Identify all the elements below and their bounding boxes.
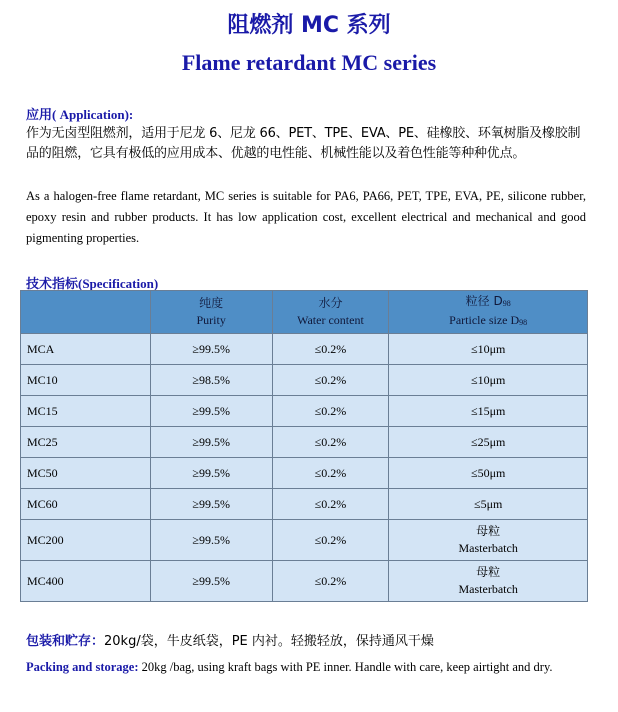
cell-size: ≤5μm: [389, 489, 588, 520]
cell-purity: ≥99.5%: [150, 489, 272, 520]
header-model: [21, 291, 151, 334]
packing-label-cn: 包装和贮存：: [26, 634, 105, 649]
cell-water: ≤0.2%: [272, 458, 389, 489]
cell-size: [389, 561, 588, 602]
specification-table: [20, 290, 588, 602]
cell-water: ≤0.2%: [272, 561, 389, 602]
cell-water: ≤0.2%: [272, 427, 389, 458]
cell-model: MC60: [21, 489, 151, 520]
application-text-chinese: 作为无卤型阻燃剂，适用于尼龙 6、尼龙 66、PET、TPE、EVA、PE、硅橡胶、环氧树脂及橡胶制品的阻燃，它具有极低的应用成本、优越的电性能、机械性能以及着色性能等种种优点。: [26, 126, 581, 161]
packing-chinese: [26, 630, 434, 649]
cell-model: MC200: [21, 520, 151, 561]
cell-purity: ≥99.5%: [150, 520, 272, 561]
cell-size: [389, 520, 588, 561]
cell-model: MC400: [21, 561, 151, 602]
packing-text-cn: 20kg/袋，牛皮纸袋，PE 内衬。轻搬轻放，保持通风干燥: [104, 634, 434, 649]
cell-size: ≤15μm: [389, 396, 588, 427]
cell-model: MCA: [21, 334, 151, 365]
cell-purity: ≥99.5%: [150, 334, 272, 365]
header-particle-size: [389, 291, 588, 334]
header-purity-en: Purity: [196, 313, 226, 327]
header-purity: [150, 291, 272, 334]
cell-model: MC50: [21, 458, 151, 489]
application-text-english: As a halogen-free flame retardant, MC series is suitable for PA6, PA66, PET, TPE, EVA, PE, silicone rubber, epoxy resin and rubber products. It has low application cost, excellent electrical and mechanical and good pigmenting properties.: [26, 189, 586, 245]
title-chinese: 阻燃剂 MC 系列: [227, 13, 391, 38]
header-water-cn: 水分: [318, 296, 343, 310]
table-row: [21, 396, 588, 427]
cell-size: ≤25μm: [389, 427, 588, 458]
cell-purity: ≥99.5%: [150, 561, 272, 602]
table-row: [21, 458, 588, 489]
cell-water: ≤0.2%: [272, 520, 389, 561]
table-row: [21, 365, 588, 396]
cell-purity: ≥99.5%: [150, 396, 272, 427]
header-water: [272, 291, 389, 334]
table-header-row: [21, 291, 588, 334]
specification-heading: 技术指标(Specification): [26, 276, 159, 291]
header-size-en-sub: 98: [519, 318, 528, 327]
cell-water: ≤0.2%: [272, 489, 389, 520]
table-row: [21, 427, 588, 458]
table-row: [21, 561, 588, 602]
cell-water: ≤0.2%: [272, 365, 389, 396]
cell-purity: ≥99.5%: [150, 458, 272, 489]
header-size-cn: 粒径 D: [465, 294, 503, 308]
cell-model: MC25: [21, 427, 151, 458]
header-water-en: Water content: [297, 313, 364, 327]
header-purity-cn: 纯度: [199, 296, 224, 310]
cell-model: MC15: [21, 396, 151, 427]
cell-size-cn: 母粒: [476, 565, 501, 579]
table-row: [21, 334, 588, 365]
application-heading: 应用( Application):: [26, 107, 134, 122]
cell-model: MC10: [21, 365, 151, 396]
cell-purity: ≥99.5%: [150, 427, 272, 458]
table-row: [21, 520, 588, 561]
cell-size-cn: 母粒: [476, 524, 501, 538]
packing-text-en: 20kg /bag, using kraft bags with PE inner. Handle with care, keep airtight and dry.: [138, 660, 553, 674]
cell-water: ≤0.2%: [272, 396, 389, 427]
cell-purity: ≥98.5%: [150, 365, 272, 396]
cell-size: ≤10μm: [389, 334, 588, 365]
packing-english: [26, 656, 584, 679]
cell-water: ≤0.2%: [272, 334, 389, 365]
cell-size: ≤10μm: [389, 365, 588, 396]
header-size-en: Particle size D: [449, 313, 520, 327]
header-size-cn-sub: 98: [502, 299, 511, 308]
title-english: Flame retardant MC series: [181, 50, 437, 75]
cell-size: ≤50μm: [389, 458, 588, 489]
cell-size-en: Masterbatch: [458, 582, 518, 596]
packing-label-en: Packing and storage:: [26, 660, 139, 674]
cell-size-en: Masterbatch: [458, 541, 518, 555]
table-row: [21, 489, 588, 520]
